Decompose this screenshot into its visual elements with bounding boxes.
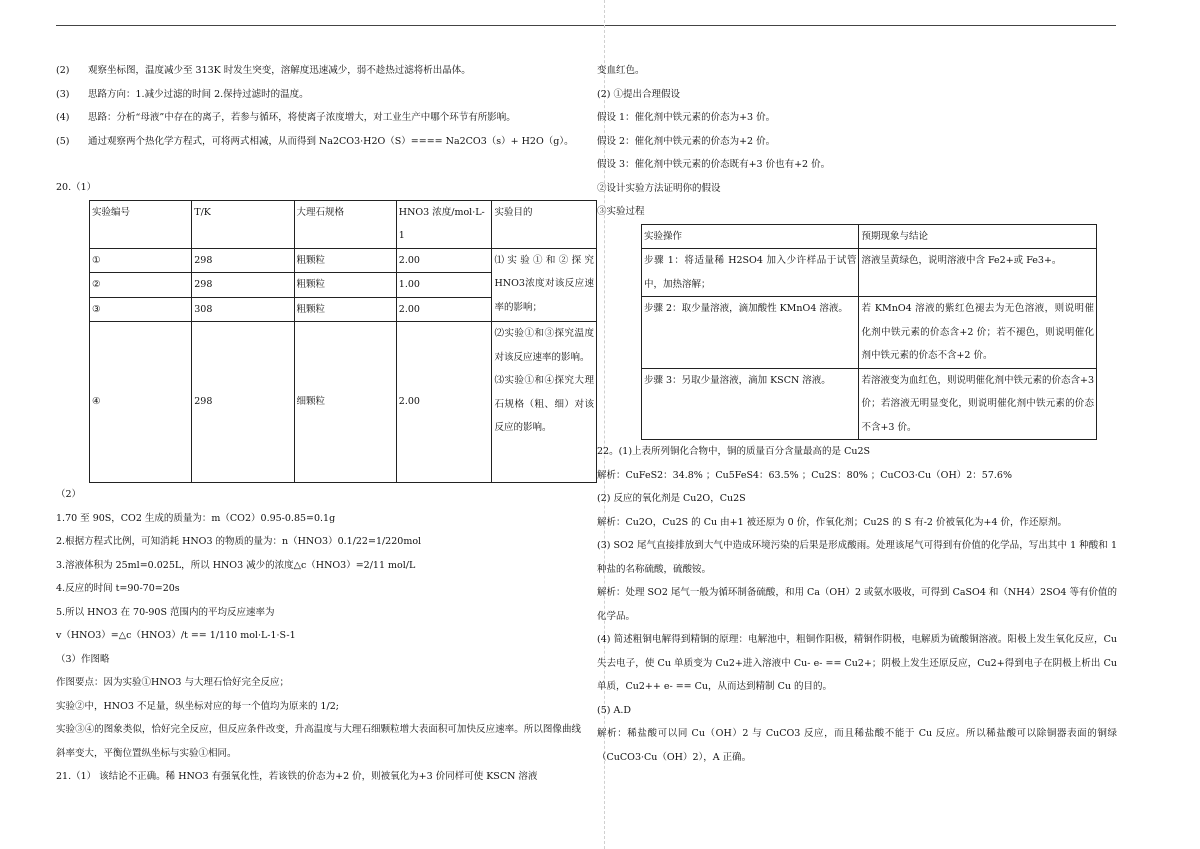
table-cell: 步骤 3：另取少量溶液，滴加 KSCN 溶液。 bbox=[642, 368, 859, 440]
table-cell: 298 bbox=[192, 273, 294, 298]
q22-line: (5) A.D bbox=[597, 704, 631, 716]
table-row bbox=[90, 322, 597, 483]
hypothesis-line: 假设 1：催化剂中铁元素的价态为+3 价。 bbox=[597, 112, 776, 123]
solution-line: 4.反应的时间 t=90-70=20s bbox=[56, 583, 180, 594]
table-header-cell: T/K bbox=[192, 200, 294, 248]
solution-line: 3.溶液体积为 25ml=0.025L，所以 HNO3 减少的浓度△c（HNO3）=2/11 mol/L bbox=[56, 559, 416, 571]
design-line: ②设计实验方法证明你的假设 bbox=[597, 182, 721, 194]
continuation-line: 变血红色。 bbox=[597, 65, 645, 76]
left-column bbox=[56, 59, 594, 789]
q22-line: (2) 反应的氧化剂是 Cu2O，Cu2S bbox=[597, 493, 746, 504]
table-cell: ① bbox=[90, 248, 192, 273]
table-row bbox=[642, 368, 1097, 440]
q21-line: 21.（1） 该结论不正确。稀 HNO3 有强氧化性，若该铁的价态为+2 价，则被氧化为+3 价同样可使 KSCN 溶液 bbox=[56, 771, 538, 782]
purpose-text: ⑵实验①和③探究温度对该反应速率的影响。 bbox=[494, 328, 594, 363]
part2-label: （2） bbox=[56, 489, 82, 500]
table-cell: ③ bbox=[90, 297, 192, 322]
table-cell: 粗颗粒 bbox=[294, 297, 396, 322]
table-header-cell: 实验目的 bbox=[492, 200, 597, 248]
answer-item: (5) 通过观察两个热化学方程式，可将两式相减，从而得到 Na2CO3·H2O（S）==== Na2CO3（s）+ H2O（g）。 bbox=[56, 135, 574, 147]
q22-line: 22。(1)上表所列铜化合物中，铜的质量百分含量最高的是 Cu2S bbox=[597, 446, 871, 457]
table-header-row bbox=[642, 224, 1097, 249]
hypothesis-line: 假设 2：催化剂中铁元素的价态为+2 价。 bbox=[597, 135, 776, 147]
table-cell: 步骤 2：取少量溶液，滴加酸性 KMnO4 溶液。 bbox=[642, 297, 859, 369]
table-cell: 步骤 1：将适量稀 H2SO4 加入少许样品于试管中，加热溶解； bbox=[642, 249, 859, 297]
solution-paragraph: 实验③④的图象类似，恰好完全反应，但反应条件改变，升高温度与大理石细颗粒增大表面积可加快反应速率。所以图像曲线斜率变大，平衡位置纵坐标与实验①相同。 bbox=[56, 724, 581, 759]
process-line: ③实验过程 bbox=[597, 206, 645, 217]
table-cell: 2.00 bbox=[396, 322, 492, 483]
table-header-cell: 大理石规格 bbox=[294, 200, 396, 248]
hypothesis-line: 假设 3：催化剂中铁元素的价态既有+3 价也有+2 价。 bbox=[597, 159, 831, 170]
table-cell: 308 bbox=[192, 297, 294, 322]
table-cell: 1.00 bbox=[396, 273, 492, 298]
table-header-cell: 实验操作 bbox=[642, 224, 859, 249]
solution-line: 2.根据方程式比例，可知消耗 HNO3 的物质的量为：n（HNO3）0.1/22=1/220mol bbox=[56, 536, 422, 547]
solution-line: 1.70 至 90S，CO2 生成的质量为：m（CO2）0.95-0.85=0.1g bbox=[56, 512, 336, 524]
table-header-cell: 实验编号 bbox=[90, 200, 192, 248]
q22-paragraph: (4) 简述粗铜电解得到精铜的原理：电解池中，粗铜作阳极，精铜作阴极，电解质为硫酸铜溶液。阳极上发生氧化反应，Cu 失去电子，使 Cu 单质变为 Cu2+进入溶液中 Cu- e- == Cu2+；阴极上发生还原反应，Cu2+得到电子在阴极上析出 Cu 单质，Cu2++ e- == Cu，从而达到精制 Cu 的目的。 bbox=[597, 634, 1117, 692]
solution-line: 5.所以 HNO3 在 70-90S 范围内的平均反应速率为 bbox=[56, 606, 275, 618]
answer-item: (4) 思路：分析“母液”中存在的离子，若参与循环，将使离子浓度增大，对工业生产中哪个环节有所影响。 bbox=[56, 112, 516, 123]
table-header-cell: HNO3 浓度/mol·L-1 bbox=[396, 200, 492, 248]
table-cell: 粗颗粒 bbox=[294, 248, 396, 273]
answer-item: (2) 观察坐标图，温度减少至 313K 时发生突变，溶解度迅速减少，弱不趁热过滤将析出晶体。 bbox=[56, 65, 471, 76]
table-cell: 细颗粒 bbox=[294, 322, 396, 483]
table-cell: 若溶液变为血红色，则说明催化剂中铁元素的价态含+3 价；若溶液无明显变化，则说明催化剂中铁元素的价态不含+3 价。 bbox=[859, 368, 1097, 440]
q20-heading: 20.（1） bbox=[56, 182, 97, 193]
table-cell: ④ bbox=[90, 322, 192, 483]
solution-line: v（HNO3）=△c（HNO3）/t == 1/110 mol·L-1·S-1 bbox=[56, 630, 296, 641]
solution-line: 实验②中，HNO3 不足量，纵坐标对应的每一个值均为原来的 1/2; bbox=[56, 700, 339, 712]
table-row bbox=[90, 248, 597, 273]
table-cell: 2.00 bbox=[396, 297, 492, 322]
table-row bbox=[642, 249, 1097, 297]
part3-label: （3）作图略 bbox=[56, 653, 110, 665]
q22-line: 解析：CuFeS2：34.8% ；Cu5FeS4：63.5% ；Cu2S：80% ；CuCO3·Cu（OH）2：57.6% bbox=[597, 469, 1012, 481]
table-cell: 粗颗粒 bbox=[294, 273, 396, 298]
table-cell: 298 bbox=[192, 248, 294, 273]
right-column bbox=[597, 59, 1117, 769]
experiment-process-table bbox=[641, 224, 1097, 441]
q22-line: 解析：Cu2O，Cu2S 的 Cu 由+1 被还原为 0 价，作氧化剂；Cu2S 的 S 有-2 价被氧化为+4 价，作还原剂。 bbox=[597, 516, 1068, 528]
table-header-row bbox=[90, 200, 597, 248]
purpose-cell-2-3 bbox=[492, 322, 597, 483]
table-cell: 298 bbox=[192, 322, 294, 483]
table-header-cell: 预期现象与结论 bbox=[859, 224, 1097, 249]
table-cell: 若 KMnO4 溶液的紫红色褪去为无色溶液，则说明催化剂中铁元素的价态含+2 价；若不褪色，则说明催化剂中铁元素的价态不含+2 价。 bbox=[859, 297, 1097, 369]
table-cell: 溶液呈黄绿色，说明溶液中含 Fe2+或 Fe3+。 bbox=[859, 249, 1097, 297]
header-rule bbox=[56, 25, 1116, 26]
experiment-design-table bbox=[89, 200, 597, 484]
solution-line: 作图要点：因为实验①HNO3 与大理石恰好完全反应； bbox=[56, 677, 289, 688]
table-cell: ② bbox=[90, 273, 192, 298]
q22-paragraph: 解析：稀盐酸可以同 Cu（OH）2 与 CuCO3 反应，而且稀盐酸不能于 Cu 反应。所以稀盐酸可以除铜器表面的铜绿（CuCO3·Cu（OH）2），A 正确。 bbox=[597, 728, 1117, 763]
purpose-cell-1: ⑴实验①和②探究HNO3浓度对该反应速率的影响； bbox=[492, 248, 597, 322]
hypothesis-heading: (2) ①提出合理假设 bbox=[597, 88, 680, 100]
table-cell: 2.00 bbox=[396, 248, 492, 273]
q22-paragraph: (3) SO2 尾气直接排放到大气中造成环境污染的后果是形成酸雨。处理该尾气可得到有价值的化学品，写出其中 1 种酸和 1 种盐的名称硫酸，硫酸铵。 bbox=[597, 540, 1117, 575]
answer-item: (3) 思路方向：1.减少过滤的时间 2.保持过滤时的温度。 bbox=[56, 88, 309, 100]
q22-paragraph: 解析：处理 SO2 尾气一般为循环制备硫酸，和用 Ca（OH）2 或氨水吸收，可得到 CaSO4 和（NH4）2SO4 等有价值的化学品。 bbox=[597, 587, 1117, 622]
table-row bbox=[642, 297, 1097, 369]
purpose-text: ⑶实验①和④探究大理石规格（粗、细）对该反应的影响。 bbox=[494, 375, 594, 433]
